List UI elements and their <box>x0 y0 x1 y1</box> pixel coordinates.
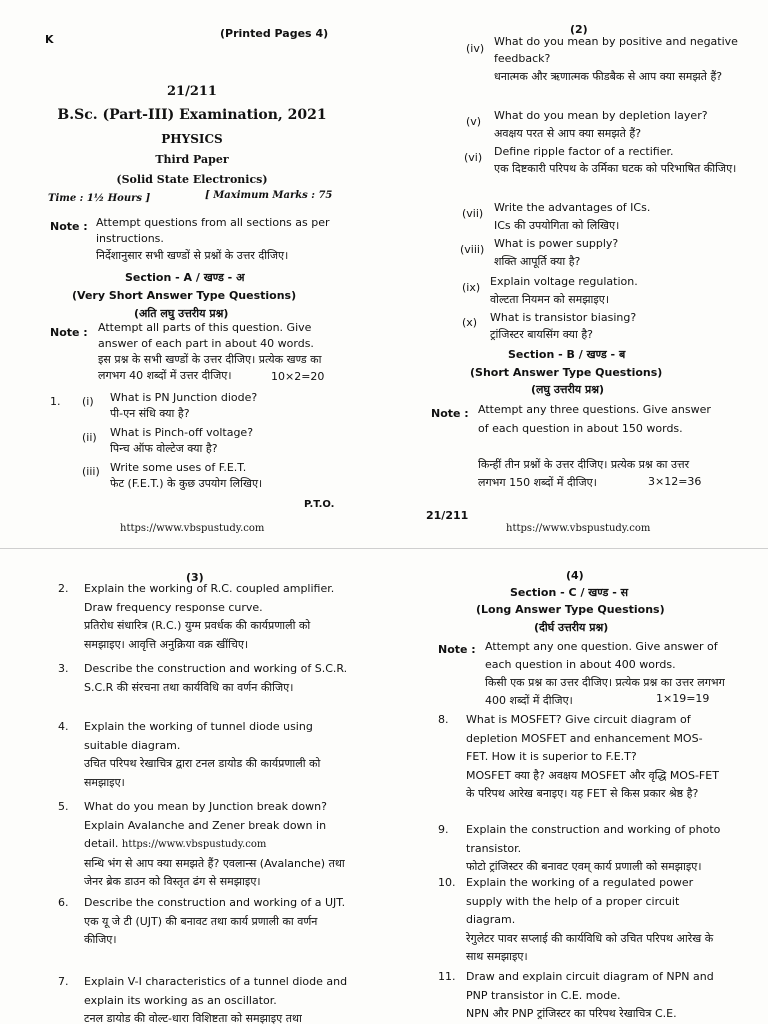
exam-page-2 <box>384 0 768 548</box>
footer-url: https://www.vbspustudy.com <box>120 523 265 534</box>
part-number: (x) <box>462 316 478 329</box>
section-b-type-hindi: (लघु उत्तरीय प्रश्न) <box>531 383 605 396</box>
question-hindi: टनल डायोड की वोल्ट-धारा विशिष्टता को समझाइए तथा <box>84 1012 302 1024</box>
part-number: (iii) <box>82 465 100 478</box>
question-7 <box>58 973 348 1024</box>
part-english: Explain voltage regulation. <box>490 275 638 288</box>
question-number: 7. <box>58 975 69 988</box>
part-hindi: वोल्टता नियमन को समझाइए। <box>490 293 610 306</box>
question-6 <box>58 894 348 950</box>
pto-mark: P.T.O. <box>304 499 335 510</box>
part-hindi: धनात्मक और ऋणात्मक फीडबैक से आप क्या समझते हैं? <box>494 70 723 83</box>
question-number: 11. <box>438 970 456 983</box>
question-hindi: उचित परिपथ रेखाचित्र द्वारा टनल डायोड की कार्यप्रणाली को समझाइए। <box>84 757 321 789</box>
part-english: What do you mean by positive and negative feedback? <box>494 35 738 65</box>
note-hindi: किन्हीं तीन प्रश्नों के उत्तर दीजिए। प्रत्येक प्रश्न का उत्तर लगभग 150 शब्दों में दीजिए। <box>478 458 690 489</box>
section-a-type-hindi: (अति लघु उत्तरीय प्रश्न) <box>134 307 229 320</box>
part-number: (i) <box>82 395 94 408</box>
question-8 <box>438 711 723 804</box>
time-limit: Time : 1½ Hours ] <box>48 193 151 204</box>
question-number: 8. <box>438 713 449 726</box>
section-b-heading: Section - B / खण्ड - ब <box>508 348 626 361</box>
part-hindi: ट्रांजिस्टर बायसिंग क्या है? <box>490 328 593 341</box>
section-b-type: (Short Answer Type Questions) <box>470 366 663 379</box>
question-hindi: MOSFET क्या है? अवक्षय MOSFET और वृद्धि MOS-FET के परिपथ आरेख बनाइए। यह FET से किस प्रकार श्रेष्ठ है? <box>466 768 719 800</box>
section-c-heading: Section - C / खण्ड - स <box>510 586 629 599</box>
maximum-marks: [ Maximum Marks : 75 <box>205 190 333 201</box>
section-c-type-hindi: (दीर्घ उत्तरीय प्रश्न) <box>534 621 609 634</box>
printed-pages: (Printed Pages 4) <box>220 27 329 40</box>
question-english: What is MOSFET? Give circuit diagram of depletion MOSFET and enhancement MOS-FET. How it is superior to F.E.T? <box>466 713 703 763</box>
question-4 <box>58 718 348 792</box>
question-3 <box>58 660 348 697</box>
part-hindi: ICs की उपयोगिता को लिखिए। <box>494 219 620 232</box>
question-hindi: प्रतिरोध संधारित्र (R.C.) युग्म प्रवर्धक की कार्यप्रणाली को समझाइए। आवृत्ति अनुक्रिया वक्र खींचिए। <box>84 619 311 651</box>
page-number: (4) <box>566 569 584 582</box>
part-number: (ix) <box>462 281 481 294</box>
part-english: Write some uses of F.E.T. <box>110 461 247 474</box>
note-english: Attempt any three questions. Give answer of each question in about 150 words. <box>478 403 711 435</box>
note-label: Note : <box>438 643 476 656</box>
part-english: What do you mean by depletion layer? <box>494 109 708 122</box>
part-number: (vii) <box>462 207 484 220</box>
note-label: Note : <box>50 220 88 233</box>
page-number: (2) <box>570 23 588 36</box>
question-hindi: एक यू जे टी (UJT) की बनावट तथा कार्य प्रणाली का वर्णन कीजिए। <box>84 914 318 946</box>
note2-marks: 10×2=20 <box>271 370 325 383</box>
part-hindi: पिन्च ऑफ वोल्टेज क्या है? <box>110 442 218 455</box>
part-number: (vi) <box>464 151 483 164</box>
note-hindi: किसी एक प्रश्न का उत्तर दीजिए। प्रत्येक प्रश्न का उत्तर लगभग 400 शब्दों में दीजिए। <box>485 676 725 707</box>
question-number: 5. <box>58 800 69 813</box>
inline-url: https://www.vbspustudy.com <box>121 839 267 850</box>
section-a-heading: Section - A / खण्ड - अ <box>125 271 245 284</box>
question-number: 3. <box>58 662 69 675</box>
question-2 <box>58 580 348 654</box>
question-hindi: सन्धि भंग से आप क्या समझते हैं? एवलान्स (Avalanche) तथा जेनर ब्रेक डाउन को विस्तृत ढंग से समझाइए। <box>84 856 345 888</box>
note2-hindi: इस प्रश्न के सभी खण्डों के उत्तर दीजिए। प्रत्येक खण्ड का लगभग 40 शब्दों में उत्तर दीजिए। <box>98 353 322 382</box>
question-number: 9. <box>438 823 449 836</box>
note-hindi: निर्देशानुसार सभी खण्डों से प्रश्नों के उत्तर दीजिए। <box>96 249 289 262</box>
note2-label: Note : <box>50 326 88 339</box>
question-9 <box>438 821 723 877</box>
part-hindi: फेट (F.E.T.) के कुछ उपयोग लिखिए। <box>110 477 263 490</box>
subject: PHYSICS <box>161 132 223 146</box>
note-label: Note : <box>431 407 469 420</box>
question-hindi: रेगुलेटर पावर सप्लाई की कार्यविधि को उचित परिपथ आरेख के साथ समझाइए। <box>466 931 714 963</box>
part-number: (viii) <box>460 243 485 256</box>
part-hindi: अवक्षय परत से आप क्या समझते हैं? <box>494 127 642 140</box>
part-english: What is power supply? <box>494 237 619 250</box>
part-english: What is transistor biasing? <box>490 311 637 324</box>
part-number: (iv) <box>466 42 485 55</box>
paper-code: 21/211 <box>426 509 469 522</box>
question-english: What do you mean by Junction break down? Explain Avalanche and Zener break down in detail. <box>84 800 327 850</box>
exam-title: B.Sc. (Part-III) Examination, 2021 <box>57 107 327 123</box>
question-hindi: फोटो ट्रांजिस्टर की बनावट एवम् कार्य प्रणाली को समझाइए। <box>466 860 702 873</box>
paper-topic: (Solid State Electronics) <box>116 173 268 186</box>
question-number: 4. <box>58 720 69 733</box>
page-number: (3) <box>186 571 204 584</box>
question-5 <box>58 798 348 892</box>
note-marks: 3×12=36 <box>648 475 702 488</box>
part-hindi: एक दिष्टकारी परिपथ के उर्मिका घटक को परिभाषित कीजिए। <box>494 162 737 175</box>
part-english: Define ripple factor of a rectifier. <box>494 145 674 158</box>
part-hindi: पी-एन संधि क्या है? <box>110 407 190 420</box>
section-a-type: (Very Short Answer Type Questions) <box>72 289 297 302</box>
part-english: Write the advantages of ICs. <box>494 201 651 214</box>
corner-letter: K <box>45 33 54 46</box>
question-hindi: S.C.R की संरचना तथा कार्यविधि का वर्णन कीजिए। <box>84 680 294 694</box>
part-number: (v) <box>466 115 482 128</box>
question-english: Draw and explain circuit diagram of NPN and PNP transistor in C.E. mode. <box>466 970 714 1002</box>
exam-page-3 <box>0 548 384 1024</box>
question-english: Describe the construction and working of a UJT. <box>84 896 346 909</box>
question-english: Explain the working of R.C. coupled amplifier. Draw frequency response curve. <box>84 582 335 614</box>
question-english: Describe the construction and working of S.C.R. <box>84 662 348 675</box>
question-hindi: NPN और PNP ट्रांजिस्टर का परिपथ रेखाचित्र C.E. <box>466 1007 677 1020</box>
paper-number: Third Paper <box>155 153 229 166</box>
question-english: Explain the working of tunnel diode using suitable diagram. <box>84 720 313 752</box>
question-number: 2. <box>58 582 69 595</box>
question-number: 1. <box>50 395 61 408</box>
part-english: What is Pinch-off voltage? <box>110 426 254 439</box>
part-hindi: शक्ति आपूर्ति क्या है? <box>494 255 581 268</box>
exam-page-4 <box>384 548 768 1024</box>
part-english: What is PN Junction diode? <box>110 391 258 404</box>
note-english: Attempt any one question. Give answer of each question in about 400 words. <box>485 640 718 671</box>
exam-page-1 <box>0 0 384 548</box>
footer-url: https://www.vbspustudy.com <box>506 523 651 534</box>
note-english: Attempt questions from all sections as per instructions. <box>96 216 330 245</box>
question-english: Explain the working of a regulated power supply with the help of a proper circuit diagram. <box>466 876 694 926</box>
question-10 <box>438 874 723 967</box>
question-number: 10. <box>438 876 456 889</box>
section-c-type: (Long Answer Type Questions) <box>476 603 665 616</box>
question-english: Explain the construction and working of photo transistor. <box>466 823 721 855</box>
paper-code: 21/211 <box>167 84 217 99</box>
question-11 <box>438 968 723 1024</box>
question-number: 6. <box>58 896 69 909</box>
note-marks: 1×19=19 <box>656 692 710 705</box>
question-english: Explain V-I characteristics of a tunnel diode and explain its working as an oscillator. <box>84 975 348 1007</box>
part-number: (ii) <box>82 431 97 444</box>
note2-english: Attempt all parts of this question. Give answer of each part in about 40 words. <box>98 321 314 350</box>
